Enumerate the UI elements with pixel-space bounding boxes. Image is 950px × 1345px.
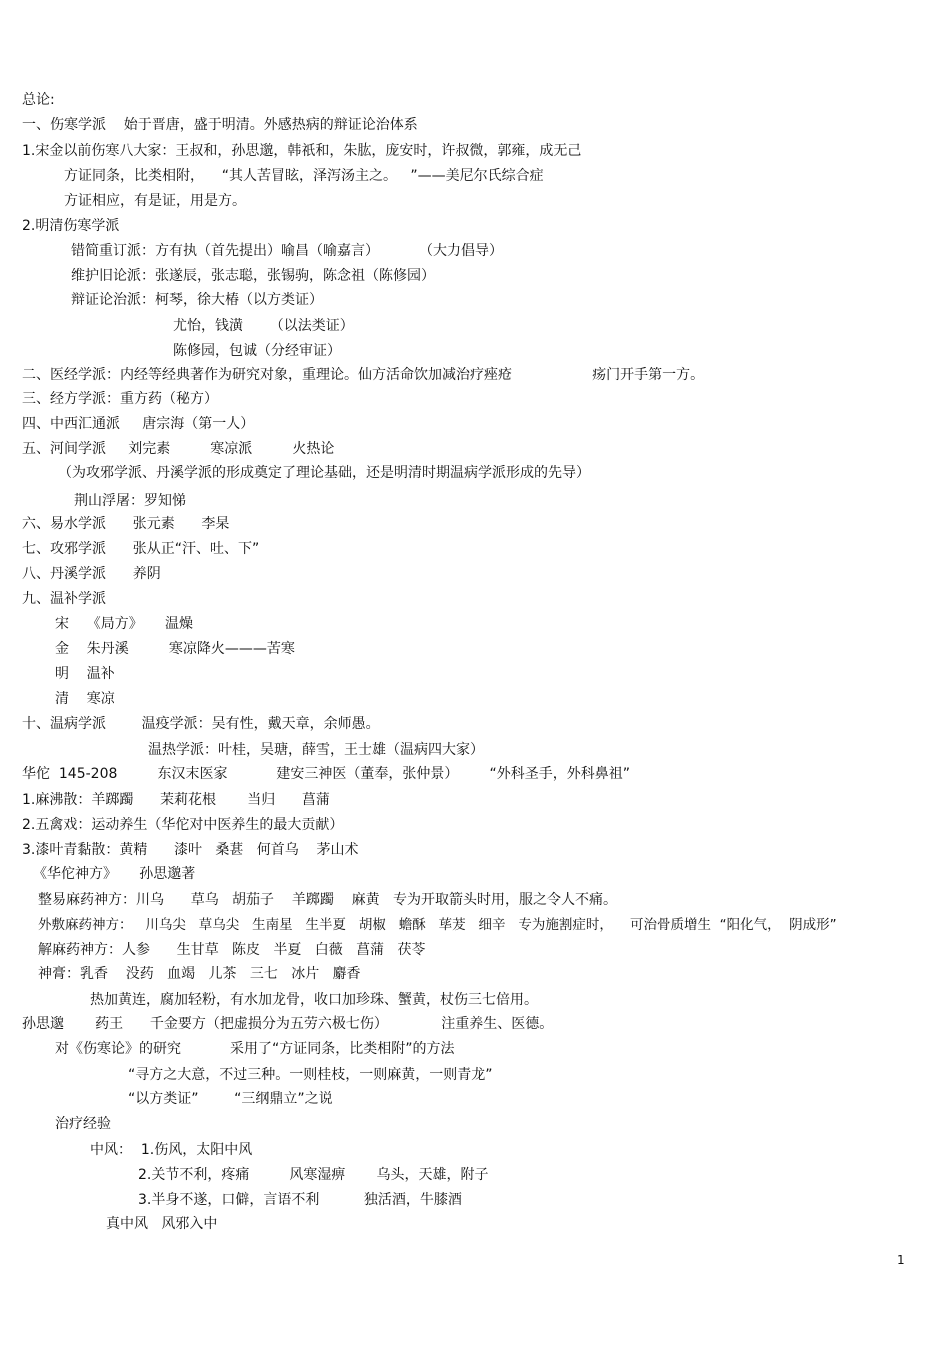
text-line: 方证同条，比类相附， “其人苦冒眩，泽泻汤主之。 ”——美尼尔氏综合症 (64, 168, 544, 184)
text-line: 1.麻沸散：羊踯躅 茉莉花根 当归 菖蒲 (22, 792, 330, 808)
text-line: 3.半身不遂，口僻，言语不利 独活酒，牛膝酒 (138, 1192, 462, 1208)
text-line: “寻方之大意，不过三种。一则桂枝，一则麻黄，一则青龙” (128, 1067, 493, 1083)
text-line: 1.宋金以前伤寒八大家：王叔和，孙思邈，韩祇和，朱肱，庞安时，许叔微，郭雍，成无己 (22, 143, 582, 159)
text-line: 神膏：乳香 没药 血竭 儿茶 三七 冰片 麝香 (38, 966, 361, 982)
text-line: 治疗经验 (55, 1116, 111, 1132)
page-number: 1 (897, 1253, 905, 1267)
text-line: 3.漆叶青黏散：黄精 漆叶 桑葚 何首乌 茅山术 (22, 842, 359, 858)
text-line: 陈修园，包诚（分经审证） (173, 343, 341, 359)
text-line: 清 寒凉 (55, 691, 115, 707)
text-line: 整易麻药神方：川乌 草乌 胡茄子 羊踯躅 麻黄 专为开取箭头时用，服之令人不痛。 (38, 892, 618, 908)
text-line: 温热学派：叶桂，吴瑭，薛雪，王士雄（温病四大家） (148, 742, 484, 758)
text-line: 五、河间学派 刘完素 寒凉派 火热论 (22, 441, 335, 457)
text-line: 孙思邈 药王 千金要方（把虚损分为五劳六极七伤） 注重养生、医德。 (22, 1016, 554, 1032)
text-line: 九、温补学派 (22, 591, 106, 607)
text-line: 方证相应，有是证，用是方。 (64, 193, 246, 209)
text-line: 尤怡，钱潢 （以法类证） (173, 318, 354, 334)
text-line: 七、攻邪学派 张从正“汗、吐、下” (22, 541, 260, 557)
text-line: 真中风 风邪入中 (106, 1216, 218, 1232)
text-line: 荆山浮屠：罗知悌 (74, 493, 186, 509)
text-line: 维护旧论派：张遂辰，张志聪，张锡驹，陈念祖（陈修园） (71, 268, 435, 284)
text-line: 华佗 145-208 东汉末医家 建安三神医（董奉，张仲景） “外科圣手，外科鼻祖” (22, 766, 631, 782)
text-line: 对《伤寒论》的研究 采用了“方证同条，比类相附”的方法 (55, 1041, 455, 1057)
text-line: 宋 《局方》 温燥 (55, 616, 194, 632)
text-line: 中风： 1.伤风，太阳中风 (90, 1142, 253, 1158)
text-line: 四、中西汇通派 唐宗海（第一人） (22, 416, 255, 432)
text-line: 2.五禽戏：运动养生（华佗对中医养生的最大贡献） (22, 817, 344, 833)
text-line: 十、温病学派 温疫学派：吴有性，戴天章，余师愚。 (22, 716, 380, 732)
text-line: 辩证论治派：柯琴，徐大椿（以方类证） (71, 292, 323, 308)
text-line: 金 朱丹溪 寒凉降火———苦寒 (55, 641, 295, 657)
text-line: 总论: (22, 92, 55, 108)
text-line: 一、伤寒学派 始于晋唐，盛于明清。外感热病的辩证论治体系 (22, 117, 418, 133)
text-line: 八、丹溪学派 养阴 (22, 566, 161, 582)
text-line: 解麻药神方：人参 生甘草 陈皮 半夏 白薇 菖蒲 茯苓 (38, 942, 426, 958)
text-line: 2.关节不利，疼痛 风寒湿痹 乌头，天雄，附子 (138, 1167, 489, 1183)
text-line: 热加黄连，腐加轻粉，有水加龙骨，收口加珍珠、蟹黄，杖伤三七倍用。 (90, 992, 538, 1008)
text-line: 《华佗神方》 孙思邈著 (33, 866, 196, 882)
text-line: 六、易水学派 张元素 李杲 (22, 516, 230, 532)
text-line: 错简重订派：方有执（首先提出）喻昌（喻嘉言） （大力倡导） (71, 243, 504, 259)
text-line: （为攻邪学派、丹溪学派的形成奠定了理论基础，还是明清时期温病学派形成的先导） (58, 465, 590, 481)
text-line: 2.明清伤寒学派 (22, 218, 120, 234)
text-line: “以方类证” “三纲鼎立”之说 (128, 1091, 333, 1107)
text-line: 外敷麻药神方： 川乌尖 草乌尖 生南星 生半夏 胡椒 蟾酥 荜茇 细辛 专为施割症时， 可治骨质增生 “阳化气， 阴成形” (38, 917, 837, 933)
text-line: 明 温补 (55, 666, 115, 682)
text-line: 三、经方学派：重方药（秘方） (22, 391, 218, 407)
text-line: 二、医经学派：内经等经典著作为研究对象，重理论。仙方活命饮加减治疗痤疮 疡门开手第一方。 (22, 367, 705, 383)
